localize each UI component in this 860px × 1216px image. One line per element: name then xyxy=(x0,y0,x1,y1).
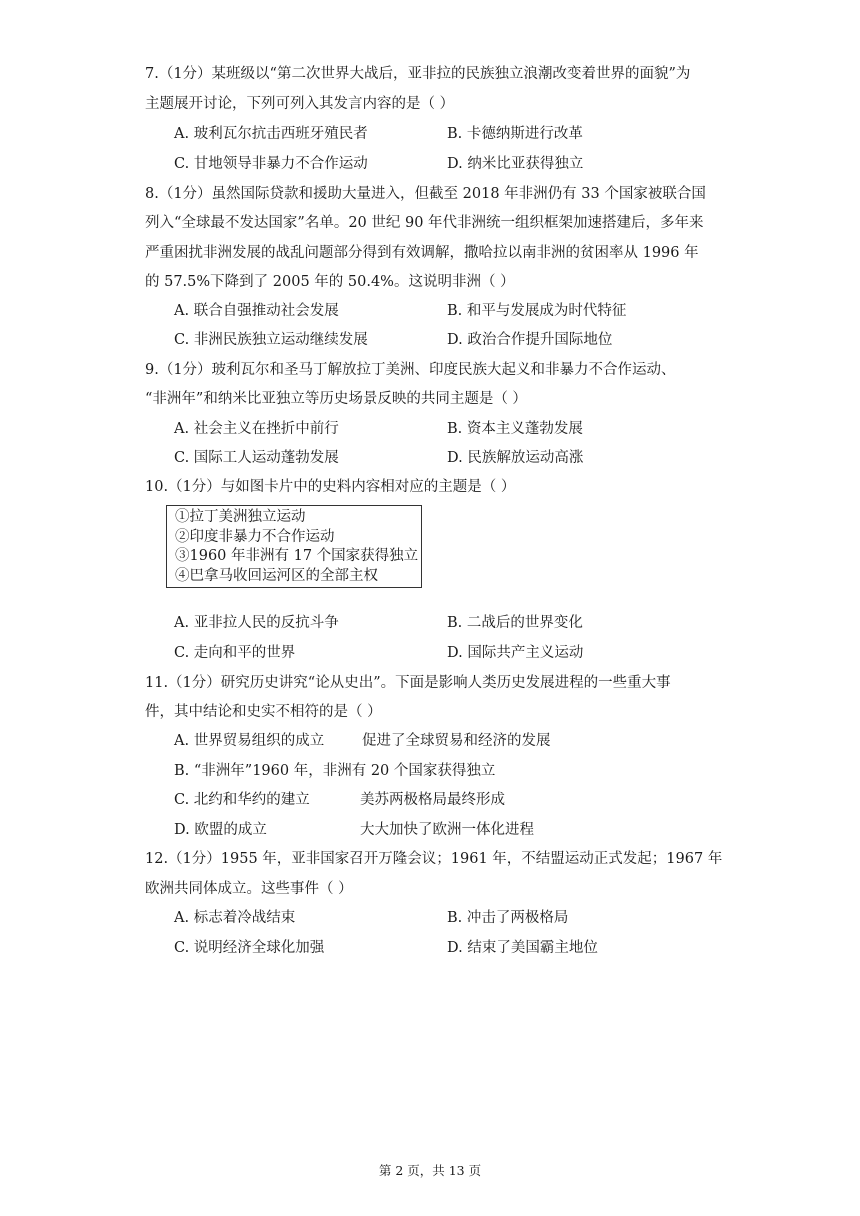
question-7-stem-line-1: 7.（1分）某班级以“第二次世界大战后，亚非拉的民族独立浪潮改变着世界的面貌”为 xyxy=(145,66,691,82)
question-7-option-b[interactable]: B. 卡德纳斯进行改革 xyxy=(447,126,583,142)
question-11-stem-line-1: 11.（1分）研究历史讲究“论从史出”。下面是影响人类历史发展进程的一些重大事 xyxy=(145,675,671,691)
question-7-option-d[interactable]: D. 纳米比亚获得独立 xyxy=(447,156,584,172)
question-7-option-a[interactable]: A. 玻利瓦尔抗击西班牙殖民者 xyxy=(174,126,368,142)
question-11-stem-line-2: 件，其中结论和史实不相符的是（ ） xyxy=(145,704,382,720)
question-11-option-d-conclusion: 大大加快了欧洲一体化进程 xyxy=(360,822,534,838)
question-11-option-a-conclusion: 促进了全球贸易和经济的发展 xyxy=(362,733,551,749)
question-9-stem-line-2: “非洲年”和纳米比亚独立等历史场景反映的共同主题是（ ） xyxy=(145,391,527,407)
question-8-option-d[interactable]: D. 政治合作提升国际地位 xyxy=(447,332,613,348)
question-10-option-a[interactable]: A. 亚非拉人民的反抗斗争 xyxy=(174,615,339,631)
question-9-option-b[interactable]: B. 资本主义蓬勃发展 xyxy=(447,421,583,437)
question-12-stem-line-2: 欧洲共同体成立。这些事件（ ） xyxy=(145,881,353,897)
question-10-stem-line-1: 10.（1分）与如图卡片中的史料内容相对应的主题是（ ） xyxy=(145,479,516,495)
question-10-option-b[interactable]: B. 二战后的世界变化 xyxy=(447,615,583,631)
question-12-option-d[interactable]: D. 结束了美国霸主地位 xyxy=(447,940,598,956)
page-footer: 第 2 页，共 13 页 xyxy=(378,1163,482,1178)
question-8-stem-line-2: 列入“全球最不发达国家”名单。20 世纪 90 年代非洲统一组织框架加速搭建后，多年来 xyxy=(145,215,704,231)
question-8-stem-line-3: 严重困扰非洲发展的战乱问题部分得到有效调解，撒哈拉以南非洲的贫困率从 1996 年 xyxy=(145,245,699,261)
question-8-option-b[interactable]: B. 和平与发展成为时代特征 xyxy=(447,303,627,319)
question-8-option-a[interactable]: A. 联合自强推动社会发展 xyxy=(174,303,339,319)
question-8-stem-line-4: 的 57.5%下降到了 2005 年的 50.4%。这说明非洲（ ） xyxy=(145,274,515,290)
question-11-option-c[interactable]: C. 北约和华约的建立 xyxy=(174,792,310,808)
question-11-option-c-conclusion: 美苏两极格局最终形成 xyxy=(360,792,505,808)
question-10-option-c[interactable]: C. 走向和平的世界 xyxy=(174,645,296,661)
card-item-2: ②印度非暴力不合作运动 xyxy=(175,528,335,545)
question-12-option-b[interactable]: B. 冲击了两极格局 xyxy=(447,910,569,926)
question-12-stem-line-1: 12.（1分）1955 年，亚非国家召开万隆会议；1961 年，不结盟运动正式发起；1967 年 xyxy=(145,851,723,867)
question-8-stem-line-1: 8.（1分）虽然国际贷款和援助大量进入，但截至 2018 年非洲仍有 33 个国家被联合国 xyxy=(145,186,706,202)
question-10-option-d[interactable]: D. 国际共产主义运动 xyxy=(447,645,584,661)
question-7-stem-line-2: 主题展开讨论，下列可列入其发言内容的是（ ） xyxy=(145,96,455,112)
question-7-option-c[interactable]: C. 甘地领导非暴力不合作运动 xyxy=(174,156,368,172)
question-11-option-a[interactable]: A. 世界贸易组织的成立 xyxy=(174,733,325,749)
question-8-option-c[interactable]: C. 非洲民族独立运动继续发展 xyxy=(174,332,368,348)
card-item-3: ③1960 年非洲有 17 个国家获得独立 xyxy=(175,548,419,564)
question-12-option-a[interactable]: A. 标志着冷战结束 xyxy=(174,910,296,926)
history-card xyxy=(166,505,422,588)
question-9-stem-line-1: 9.（1分）玻利瓦尔和圣马丁解放拉丁美洲、印度民族大起义和非暴力不合作运动、 xyxy=(145,362,676,378)
question-11-option-d[interactable]: D. 欧盟的成立 xyxy=(174,822,267,838)
card-item-4: ④巴拿马收回运河区的全部主权 xyxy=(175,567,378,584)
question-9-option-a[interactable]: A. 社会主义在挫折中前行 xyxy=(174,421,339,437)
question-9-option-c[interactable]: C. 国际工人运动蓬勃发展 xyxy=(174,450,339,466)
card-item-1: ①拉丁美洲独立运动 xyxy=(175,509,306,525)
question-12-option-c[interactable]: C. 说明经济全球化加强 xyxy=(174,940,325,956)
question-9-option-d[interactable]: D. 民族解放运动高涨 xyxy=(447,450,584,466)
question-11-option-b[interactable]: B. “非洲年”1960 年，非洲有 20 个国家获得独立 xyxy=(174,763,496,779)
